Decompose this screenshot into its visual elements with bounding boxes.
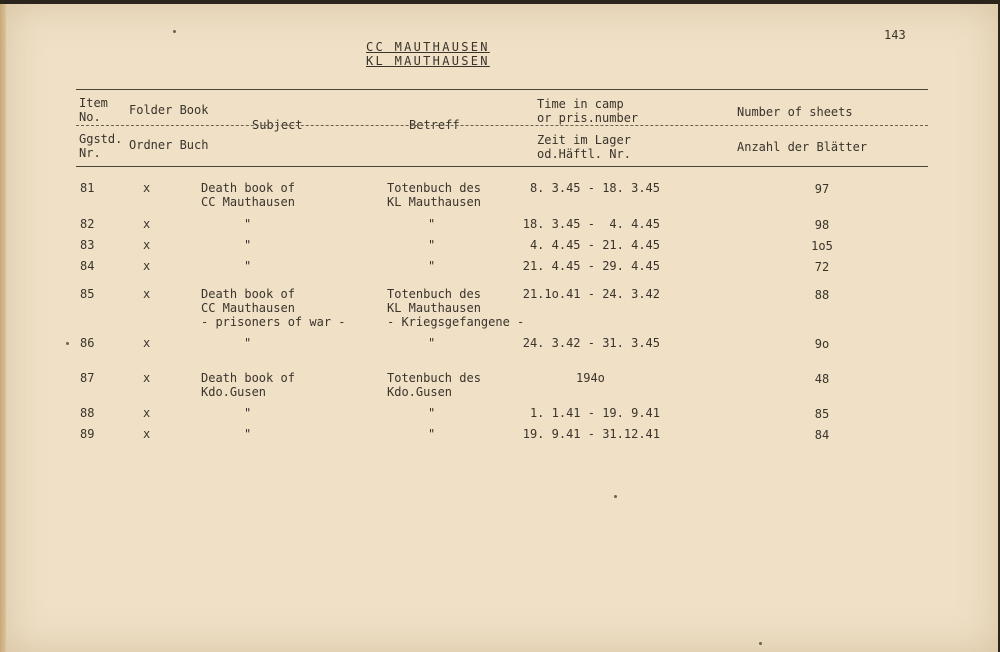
header-item-de: Ggstd. Nr.: [79, 132, 123, 160]
item-number: 84: [80, 259, 95, 273]
subject-cell: Death book of CC Mauthausen: [201, 181, 295, 209]
time-cell: 21.1o.41 - 24. 3.42: [522, 287, 660, 301]
item-number: 89: [80, 427, 95, 441]
sheets-cell: 84: [814, 428, 830, 442]
folder-mark: x: [143, 217, 151, 231]
folder-mark: x: [143, 427, 151, 441]
header-sheets-de: Anzahl der Blätter: [737, 140, 868, 154]
time-cell: 194o: [576, 371, 605, 385]
betreff-cell: ": [428, 336, 436, 350]
sheets-cell: 85: [814, 407, 830, 421]
item-number: 81: [80, 181, 95, 195]
time-cell: 21. 4.45 - 29. 4.45: [522, 259, 660, 273]
item-number: 86: [80, 336, 95, 350]
header-betreff: Betreff: [409, 118, 460, 132]
folder-mark: x: [143, 336, 151, 350]
header-mid-rule: [76, 125, 928, 126]
folder-mark: x: [143, 406, 151, 420]
folder-mark: x: [143, 287, 151, 301]
paper-speck: [614, 495, 617, 498]
time-cell: 8. 3.45 - 18. 3.45: [529, 181, 660, 195]
betreff-cell: ": [428, 217, 436, 231]
sheets-cell: 1o5: [811, 239, 833, 253]
betreff-cell: ": [428, 427, 436, 441]
sheets-cell: 72: [814, 260, 830, 274]
header-time-de: Zeit im Lager od.Häftl. Nr.: [537, 133, 631, 161]
subject-cell: ": [244, 406, 252, 420]
folder-mark: x: [143, 259, 151, 273]
subject-cell: ": [244, 259, 252, 273]
sheets-cell: 97: [814, 182, 830, 196]
header-subject: Subject: [252, 118, 303, 132]
betreff-cell: ": [428, 406, 436, 420]
subject-cell: Death book of CC Mauthausen - prisoners of war -: [201, 287, 346, 329]
page-number: 143: [884, 28, 906, 42]
sheets-cell: 88: [814, 288, 830, 302]
item-number: 83: [80, 238, 95, 252]
subject-cell: ": [244, 217, 252, 231]
time-cell: 24. 3.42 - 31. 3.45: [522, 336, 660, 350]
sheets-cell: 98: [814, 218, 830, 232]
folder-mark: x: [143, 238, 151, 252]
header-item-en: Item No.: [79, 96, 108, 124]
sheets-cell: 9o: [814, 337, 830, 351]
item-number: 82: [80, 217, 95, 231]
item-number: 88: [80, 406, 95, 420]
header-bottom-rule: [76, 166, 928, 167]
subject-cell: ": [244, 427, 252, 441]
time-cell: 18. 3.45 - 4. 4.45: [522, 217, 660, 231]
subject-cell: ": [244, 238, 252, 252]
betreff-cell: Totenbuch des KL Mauthausen: [387, 181, 481, 209]
folder-mark: x: [143, 371, 151, 385]
header-top-rule: [76, 89, 928, 90]
header-sheets-en: Number of sheets: [737, 105, 853, 119]
sheets-cell: 48: [814, 372, 830, 386]
title-german: KL MAUTHAUSEN: [366, 54, 490, 68]
time-cell: 1. 1.41 - 19. 9.41: [529, 406, 660, 420]
item-number: 87: [80, 371, 95, 385]
paper-speck: [66, 342, 69, 345]
header-folder-de: Ordner Buch: [129, 138, 209, 152]
item-number: 85: [80, 287, 95, 301]
header-folder-en: Folder Book: [129, 103, 209, 117]
betreff-cell: Totenbuch des KL Mauthausen - Kriegsgefangene -: [387, 287, 525, 329]
time-cell: 19. 9.41 - 31.12.41: [522, 427, 660, 441]
betreff-cell: ": [428, 238, 436, 252]
subject-cell: ": [244, 336, 252, 350]
time-cell: 4. 4.45 - 21. 4.45: [529, 238, 660, 252]
paper-speck: [759, 642, 762, 645]
paper-speck: [173, 30, 176, 33]
header-time-en: Time in camp or pris.number: [537, 97, 639, 125]
betreff-cell: ": [428, 259, 436, 273]
subject-cell: Death book of Kdo.Gusen: [201, 371, 295, 399]
folder-mark: x: [143, 181, 151, 195]
title-english: CC MAUTHAUSEN: [366, 40, 490, 54]
betreff-cell: Totenbuch des Kdo.Gusen: [387, 371, 481, 399]
